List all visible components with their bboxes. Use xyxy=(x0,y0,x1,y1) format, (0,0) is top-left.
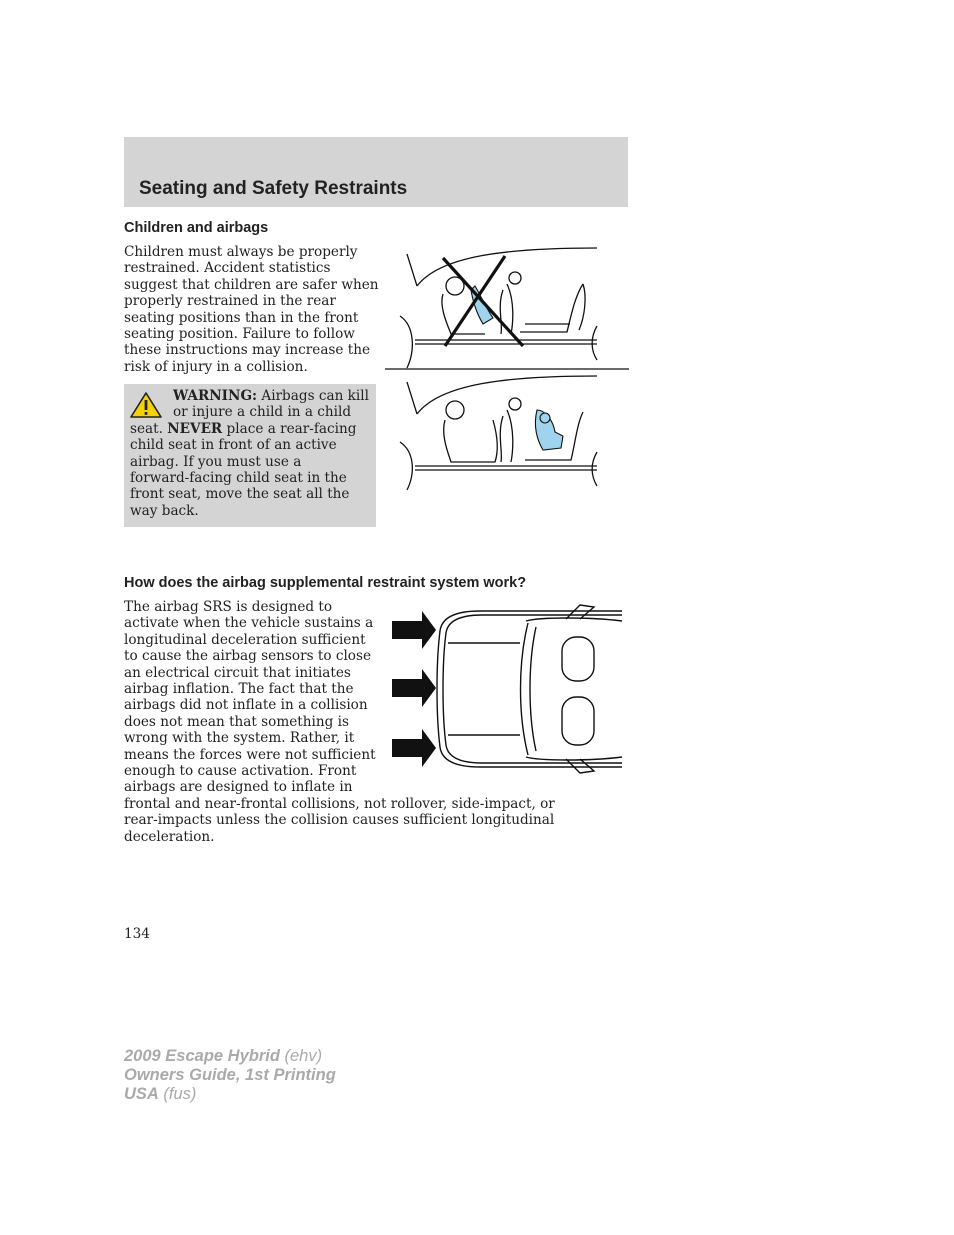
text-line: airbag. If you must use a xyxy=(130,453,302,470)
text-line: longitudinal deceleration sufficient xyxy=(124,631,366,648)
warning-label: WARNING: xyxy=(173,388,258,404)
text-line: airbags did not inflate in a collision xyxy=(124,697,368,714)
never-emphasis: NEVER xyxy=(167,420,223,437)
text-line: means the forces were not sufficient xyxy=(124,746,376,763)
text-line: activate when the vehicle sustains a xyxy=(124,615,374,632)
illustration-front-child-seat-crossed xyxy=(385,246,629,370)
children-paragraph xyxy=(124,244,380,375)
footer-printing: Owners Guide, 1st Printing xyxy=(124,1066,336,1084)
illustration-rear-child-seat xyxy=(385,374,629,492)
footer xyxy=(124,1047,336,1104)
text-line: frontal and near-frontal collisions, not rollover, side-impact, or xyxy=(124,795,555,812)
text-line: airbags are designed to inflate in xyxy=(124,779,353,796)
children-heading: Children and airbags xyxy=(124,220,269,236)
footer-model: 2009 Escape Hybrid xyxy=(124,1047,280,1065)
page-number: 134 xyxy=(124,926,150,942)
text-line: front seat, move the seat all the xyxy=(130,486,350,503)
footer-code: (ehv) xyxy=(279,1047,323,1065)
text-line: these instructions may increase the xyxy=(124,342,371,359)
text-line: forward-facing child seat in the xyxy=(130,470,347,487)
text-line: does not mean that something is xyxy=(124,713,349,730)
text-line: enough to cause activation. Front xyxy=(124,763,357,780)
text-line: The airbag SRS is designed to xyxy=(124,599,333,615)
text-line: to cause the airbag sensors to close xyxy=(124,648,372,665)
srs-heading: How does the airbag supplemental restraint system work? xyxy=(124,575,527,591)
text-line: an electrical circuit that initiates xyxy=(124,664,351,681)
text-line: or injure a child in a child xyxy=(173,404,352,421)
text-line: airbag inflation. The fact that the xyxy=(124,681,354,698)
text-line: seating positions than in the front xyxy=(124,309,359,326)
text-line: deceleration. xyxy=(124,828,215,845)
text-line: wrong with the system. Rather, it xyxy=(124,730,355,747)
text-line: place a rear-facing xyxy=(222,420,357,437)
text-line: risk of injury in a collision. xyxy=(124,358,308,375)
text-line: way back. xyxy=(130,502,199,519)
warning-text xyxy=(130,388,374,519)
text-line: Children must always be properly xyxy=(124,244,358,260)
text-line: seat. xyxy=(130,420,168,437)
text-line: Airbags can kill xyxy=(257,388,369,404)
illustration-frontal-impact-car xyxy=(390,603,624,775)
impact-arrows xyxy=(392,611,436,767)
footer-region-code: (fus) xyxy=(158,1085,197,1103)
footer-region: USA xyxy=(124,1085,159,1103)
text-line: child seat in front of an active xyxy=(130,437,337,454)
text-line: rear-impacts unless the collision causes sufficient longitudinal xyxy=(124,812,555,829)
text-line: properly restrained in the rear xyxy=(124,293,336,310)
section-title: Seating and Safety Restraints xyxy=(139,178,408,199)
text-line: seating position. Failure to follow xyxy=(124,326,355,343)
text-line: restrained. Accident statistics xyxy=(124,260,331,277)
text-line: suggest that children are safer when xyxy=(124,276,379,293)
